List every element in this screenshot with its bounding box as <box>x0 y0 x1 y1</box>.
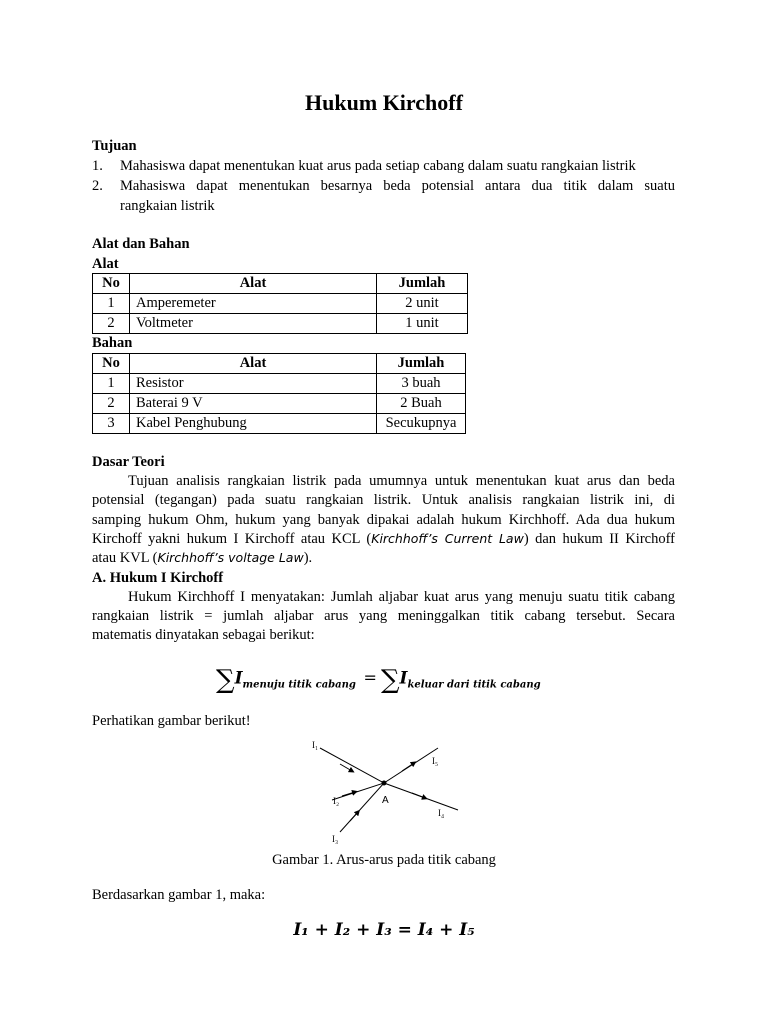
arrow-i4-icon <box>412 793 425 798</box>
eq-left-sub: menuju titik cabang <box>242 679 356 691</box>
table-cell: 1 <box>93 374 130 394</box>
table-row <box>93 314 468 334</box>
hukum1-line-2: rangkaian listrik = jumlah aljabar arus yang meninggalkan titik cabang tersebut. Secara <box>92 608 675 624</box>
label-i1: I₁ <box>312 740 319 750</box>
table-row <box>93 294 468 314</box>
figure-caption: Gambar 1. Arus-arus pada titik cabang <box>272 852 496 868</box>
tujuan-item-2-line2: rangkaian listrik <box>120 198 215 214</box>
text-run: atau KVL ( <box>92 550 158 566</box>
table-cell: 3 buah <box>377 374 466 394</box>
table-cell: Kabel Penghubung <box>130 414 377 434</box>
table-cell: 3 <box>93 414 130 434</box>
dasar-teori-line-3: samping hukum Ohm, hukum yang banyak dipakai adalah hukum Kirchhoff. Ada dua hukum <box>92 512 675 528</box>
table-cell: 2 unit <box>377 294 468 314</box>
hukum1-line-1: Hukum Kirchhoff I menyatakan: Jumlah aljabar kuat arus yang menuju suatu titik cabang <box>128 589 675 605</box>
dasar-teori-line-4 <box>92 531 675 548</box>
junction-figure <box>300 736 470 846</box>
sum-icon: ∑ <box>380 665 400 695</box>
text-run: ). <box>303 550 313 566</box>
table-cell: 1 unit <box>377 314 468 334</box>
table-cell: Voltmeter <box>130 314 377 334</box>
hukum1-heading: A. Hukum I Kirchoff <box>92 570 224 586</box>
arrow-i5-icon <box>402 763 414 771</box>
final-equation: I₁ + I₂ + I₃ = I₄ + I₅ <box>293 920 475 940</box>
table-cell: 2 Buah <box>377 394 466 414</box>
kcl-term: Kirchhoff’s Current Law <box>371 531 524 546</box>
bahan-heading: Bahan <box>92 335 133 351</box>
dasar-teori-heading: Dasar Teori <box>92 454 165 470</box>
kcl-equation: $\sum I_{menuju titik cabang} = \sum I_{keluar dari titik cabang}$ <box>216 665 541 695</box>
dasar-teori-line-1: Tujuan analisis rangkaian listrik pada umumnya untuk menentukan kuat arus dan beda <box>128 473 675 489</box>
table-header: Jumlah <box>377 274 468 294</box>
table-header: No <box>93 274 130 294</box>
table-header: Jumlah <box>377 354 466 374</box>
table-cell: Amperemeter <box>130 294 377 314</box>
conclusion-text: Berdasarkan gambar 1, maka: <box>92 887 266 903</box>
alat-bahan-heading: Alat dan Bahan <box>92 236 190 252</box>
label-i2: I₂ <box>333 796 340 806</box>
table-header: Alat <box>130 274 377 294</box>
table-cell: Resistor <box>130 374 377 394</box>
kvl-term: Kirchhoff’s voltage Law <box>157 550 304 565</box>
tujuan-item-2-line1: Mahasiswa dapat menentukan besarnya beda potensial antara dua titik dalam suatu <box>120 178 675 194</box>
text-run: Kirchoff yakni hukum I Kirchoff atau KCL ( <box>92 531 372 547</box>
page-title: Hukum Kirchoff <box>305 90 463 115</box>
table-header: No <box>93 354 130 374</box>
dasar-teori-line-2: potensial (tegangan) pada suatu rangkaian listrik. Untuk analisis rangkaian listrik ini, di <box>92 492 675 508</box>
tujuan-heading: Tujuan <box>92 138 137 154</box>
hukum1-line-3: matematis dinyatakan sebagai berikut: <box>92 627 315 643</box>
arrow-i2-icon <box>342 792 355 796</box>
table-cell: 2 <box>93 314 130 334</box>
table-cell: Secukupnya <box>377 414 466 434</box>
table-row <box>93 374 466 394</box>
table-header: Alat <box>130 354 377 374</box>
eq-right-sub: keluar dari titik cabang <box>407 679 541 691</box>
table-cell: 1 <box>93 294 130 314</box>
label-i3: I₃ <box>332 834 339 844</box>
tujuan-num-2: 2. <box>92 178 103 194</box>
alat-table <box>92 273 468 334</box>
label-a: A <box>382 795 389 806</box>
table-header-row <box>93 354 466 374</box>
table-row <box>93 414 466 434</box>
alat-heading: Alat <box>92 256 119 272</box>
table-header-row <box>93 274 468 294</box>
arrow-i3-icon <box>350 812 358 821</box>
table-cell: 2 <box>93 394 130 414</box>
current-line-i1 <box>320 748 384 783</box>
tujuan-item-1: Mahasiswa dapat menentukan kuat arus pada setiap cabang dalam suatu rangkaian listrik <box>120 158 636 174</box>
table-cell: Baterai 9 V <box>130 394 377 414</box>
table-row <box>93 394 466 414</box>
text-run: ) dan hukum II Kirchoff <box>523 531 675 547</box>
dasar-teori-line-5 <box>92 550 312 567</box>
bahan-table <box>92 353 466 434</box>
figure-intro: Perhatikan gambar berikut! <box>92 713 251 729</box>
label-i4: I₄ <box>438 808 445 818</box>
sum-icon: ∑ <box>216 665 235 695</box>
junction-node-icon <box>382 781 387 786</box>
label-i5: I₅ <box>432 756 439 766</box>
tujuan-num-1: 1. <box>92 158 103 174</box>
